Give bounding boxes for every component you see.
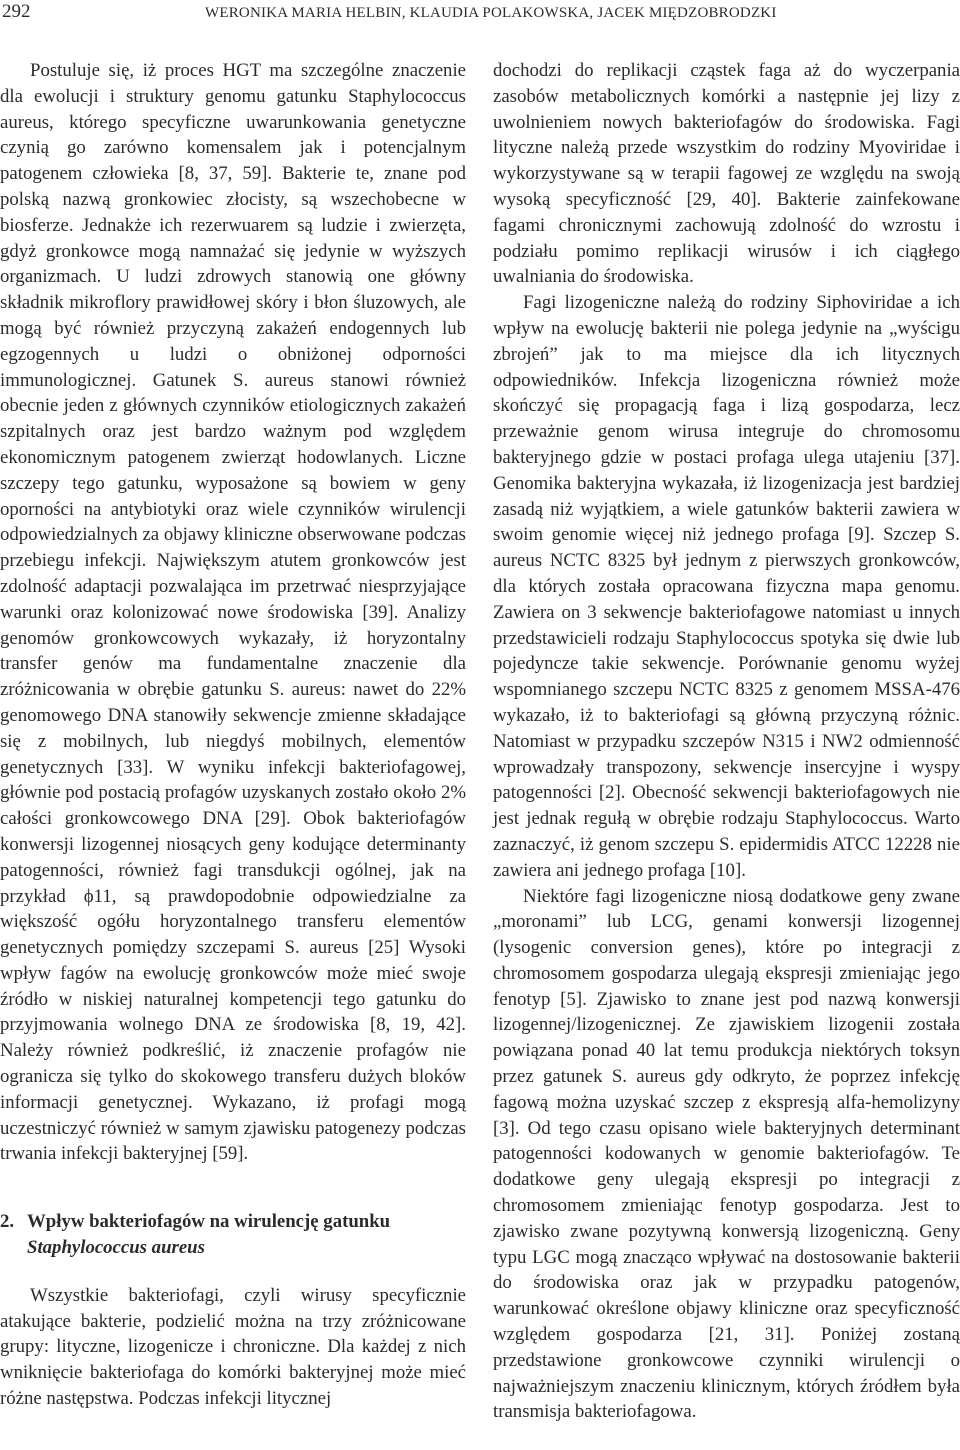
section-title: Wpływ bakteriofagów na wirulencję gatunku [27, 1211, 391, 1233]
section-title-species: Staphylococcus aureus [27, 1237, 205, 1259]
body-paragraph: dochodzi do replikacji cząstek faga aż do wyczerpania zasobów metabolicznych komórki a następnie jej lizy z uwolnieniem nowych bakteriofagów do środowiska. Fagi lityczne należą przede wszystkim do rodziny Myoviridae i wykorzystywane są w terapii fagowej ze względu na swoją wysoką specyficzność [29, 40]. Bakterie zainfekowane fagami chronicznymi zachowują zdolność do wzrostu i podziału pomimo replikacji wirusów i ich ciągłego uwalniania do środowiska. [493, 60, 960, 288]
body-paragraph: Fagi lizogeniczne należą do rodziny Siphoviridae a ich wpływ na ewolucję bakterii nie polega jedynie na „wyścigu zbrojeń” jak to ma miejsce dla ich litycznych odpowiedników. Infekcja lizogeniczna również może skończyć się propagacją faga i lizą gospodarza, lecz przeważnie genom wirusa integruje do chromosomu bakteryjnego gdzie w postaci profaga ulega utajeniu [37]. Genomika bakteryjna wykazała, iż lizogenizacja jest bardziej zasadą niż wyjątkiem, a wiele gatunków bakterii zawiera w swoim genomie więcej niż jednego profaga [9]. Szczep S. aureus NCTC 8325 był jednym z pierwszych gronkowców, dla których została opracowana fizyczna mapa genomu. Zawiera on 3 sekwencje bakteriofagowe natomiast u innych przedstawicieli rodzaju Staphylococcus spotyka się dwie lub pojedyncze takie sekwencje. Porównanie genomu wyżej wspomnianego szczepu NCTC 8325 z genomem MSSA-476 wykazało, iż to bakteriofagi są główną przyczyną różnic. Natomiast w przypadku szczepów N315 i NW2 odmienność wprowadzały transpozony, sekwencje insercyjne i wyspy patogenności [2]. Obecność sekwencji bakteriofagowych nie jest jednak regułą w obrębie rodzaju Staphylococcus. Warto zaznaczyć, iż genom szczepu S. epidermidis ATCC 12228 nie zawiera ani jednego profaga [10]. [493, 292, 960, 881]
running-head-authors: WERONIKA MARIA HELBIN, KLAUDIA POLAKOWSKA, JACEK MIĘDZOBRODZKI [205, 5, 777, 21]
body-paragraph: Postuluje się, iż proces HGT ma szczególne znaczenie dla ewolucji i struktury genomu gatunku Staphylococcus aureus, którego specyficzne uwarunkowania genetyczne czynią go zarówno komensalem jak i potencjalnym patogenem człowieka [8, 37, 59]. Bakterie te, znane pod polską nazwą gronkowiec złocisty, są wszechobecne w biosferze. Jednakże ich rezerwuarem są ludzie i zwierzęta, gdyż gronkowce mogą namnażać się jedynie w wyższych organizmach. U ludzi zdrowych stanowią one główny składnik mikroflory prawidłowej skóry i błon śluzowych, ale mogą być również przyczyną zakażeń endogennych lub egzogennych u ludzi o obniżonej odporności immunologicznej. Gatunek S. aureus stanowi również obecnie jeden z głównych czynników etiologicznych zakażeń szpitalnych oraz jest bardzo ważnym pod względem ekonomicznym patogenem zwierząt hodowlanych. Liczne szczepy tego gatunku, wyposażone są bowiem w geny oporności na antybiotyki oraz wiele czynników wirulencji odpowiedzialnych za objawy kliniczne obserwowane podczas przebiegu infekcji. Największym atutem gronkowców jest zdolność adaptacji pozwalająca im przetrwać niesprzyjające warunki oraz kolonizować nowe środowiska [39]. Analizy genomów gronkowcowych wykazały, iż horyzontalny transfer genów ma fundamentalne znaczenie dla zróżnicowania w obrębie gatunku S. aureus: nawet do 22% genomowego DNA stanowiły sekwencje zmienne składające się z mobilnych, lub niegdyś mobilnych, elementów genetycznych [33]. W wyniku infekcji bakteriofagowej, głównie pod postacią profagów uzyskanych zostało około 2% całości gronkowcowego DNA [29]. Obok bakteriofagów konwersji lizogennej niosących geny kodujące determinanty patogenności, również fagi transdukcji ogólnej, jak na przykład ϕ11, są prawdopodobnie odpowiedzialne za większość ogółu horyzontalnego transferu elementów genetycznych pomiędzy szczepami S. aureus [25] Wysoki wpływ fagów na ewolucję gronkowców może mieć swoje źródło w niskiej naturalnej kompetencji tego gatunku do przyjmowania wolnego DNA ze środowiska [8, 19, 42]. Należy również podkreślić, iż znaczenie profagów nie ogranicza się tylko do skokowego transferu dużych bloków informacji genetycznej. Wykazano, iż profagi mogą uczestniczyć również w samym zjawisku patogenezy podczas trwania infekcji bakteryjnej [59]. [0, 60, 466, 1165]
right-column [493, 58, 960, 1425]
running-header [0, 0, 960, 26]
body-paragraph: Wszystkie bakteriofagi, czyli wirusy specyficznie atakujące bakterie, podzielić można na trzy zróżnicowane grupy: lityczne, lizogenicze i chroniczne. Dla każdej z nich wniknięcie bakteriofaga do komórki bakteryjnej może mieć różne następstwa. Podczas infekcji litycznej [0, 1284, 466, 1410]
page-number: 292 [2, 1, 31, 22]
section-heading [0, 1209, 466, 1261]
section-number: 2. [0, 1211, 15, 1233]
left-column [0, 58, 466, 1412]
body-paragraph: Niektóre fagi lizogeniczne niosą dodatkowe geny zwane „moronami” lub LCG, genami konwersji lizogennej (lysogenic conversion genes), które po integracji z chromosomem gospodarza ulegają ekspresji zmieniając jego fenotyp [5]. Zjawisko to znane jest pod nazwą konwersji lizogennej/lizogenicznej. Ze zjawiskiem lizogenii została powiązana ponad 40 lat temu produkcja niektórych toksyn przez gatunek S. aureus gdy odkryto, że poprzez infekcję fagową można uzyskać szczep z ekspresją alfa-hemolizyny [3]. Od tego czasu opisano wiele bakteryjnych determinant patogenności kodowanych w genomie bakteriofagów. Te dodatkowe geny ulegają ekspresji po integracji z chromosomem zmieniając fenotyp gospodarza. Jest to zjawisko zwane pozytywną konwersją lizogeniczną. Geny typu LGC mogą znacząco wpływać na dostosowanie bakterii do środowiska oraz jak w przypadku patogenów, warunkować określone objawy kliniczne oraz specyficzność względem gospodarza [21, 31]. Poniżej zostaną przedstawione gronkowcowe czynniki wirulencji o najważniejszym znaczeniu klinicznym, których źródłem była transmisja bakteriofagowa. [493, 885, 960, 1423]
